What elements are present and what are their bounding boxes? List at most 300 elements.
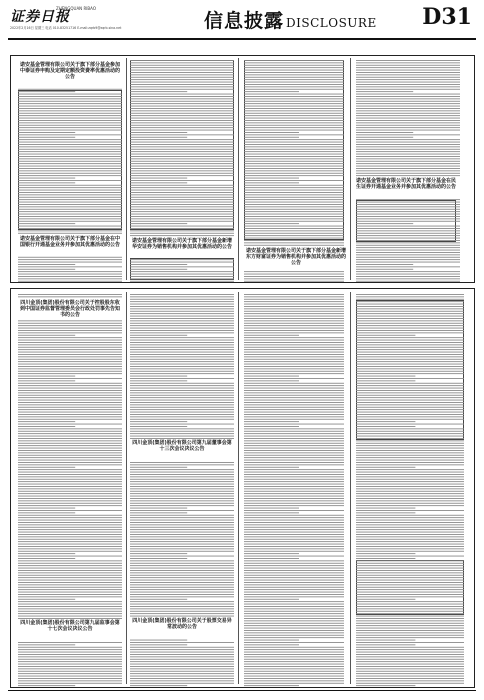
text-line — [18, 419, 122, 420]
text-line — [356, 130, 460, 131]
text-line — [244, 77, 344, 78]
text-line — [130, 503, 234, 504]
text-line — [130, 572, 234, 573]
text-line — [356, 476, 464, 477]
text-line — [356, 608, 464, 609]
text-line — [356, 479, 464, 480]
text-line — [130, 436, 234, 437]
text-line — [356, 77, 460, 78]
issue-meta: 2022年2月16日 星期三 电话 010-83251716 E-mail:zqrb9@zqrb.sina.net — [10, 26, 122, 30]
text-line — [130, 197, 234, 198]
text-line — [356, 230, 460, 231]
text-line — [18, 541, 122, 542]
text-line — [244, 70, 344, 71]
text-line — [130, 82, 234, 83]
text-line — [18, 325, 122, 326]
text-line — [18, 137, 75, 138]
text-line — [130, 325, 234, 326]
text-line — [244, 323, 344, 324]
text-line — [18, 223, 75, 224]
text-line — [18, 517, 122, 518]
text-line — [356, 556, 464, 557]
text-line — [130, 536, 234, 537]
text-line — [356, 596, 464, 597]
text-line — [18, 349, 122, 350]
text-line — [244, 182, 299, 183]
text-line — [18, 385, 122, 386]
text-line — [356, 467, 415, 468]
text-line — [244, 611, 344, 612]
text-line — [244, 192, 344, 193]
text-line — [130, 580, 234, 581]
text-line — [18, 347, 122, 348]
text-line — [244, 373, 344, 374]
text-line — [130, 175, 234, 176]
text-line — [244, 472, 344, 473]
text-line — [18, 534, 122, 535]
text-line — [356, 108, 460, 109]
text-line — [356, 512, 415, 513]
text-line — [244, 661, 344, 662]
text-line — [244, 173, 344, 174]
text-line — [356, 455, 464, 456]
text-line — [356, 498, 464, 499]
text-line — [356, 616, 464, 617]
text-line — [244, 479, 344, 480]
text-line — [130, 553, 187, 554]
text-line — [130, 565, 234, 566]
text-line — [18, 491, 122, 492]
text-line — [130, 118, 234, 119]
text-line — [244, 245, 344, 246]
text-line — [130, 318, 234, 319]
text-line — [18, 558, 75, 559]
text-line — [18, 276, 122, 277]
text-line — [18, 204, 122, 205]
text-line — [130, 264, 187, 265]
text-line — [130, 211, 234, 212]
text-line — [356, 221, 460, 222]
text-line — [356, 474, 464, 475]
text-line — [356, 637, 464, 638]
text-line — [356, 654, 464, 655]
text-line — [356, 416, 464, 417]
text-line — [130, 202, 234, 203]
text-line — [356, 113, 460, 114]
text-line — [244, 596, 344, 597]
text-line — [18, 560, 122, 561]
text-line — [18, 113, 122, 114]
text-line — [356, 632, 464, 633]
text-line — [356, 127, 460, 128]
text-line — [18, 604, 122, 605]
text-line — [356, 404, 464, 405]
text-line — [244, 349, 344, 350]
text-line — [18, 194, 122, 195]
text-line — [244, 467, 299, 468]
text-line — [356, 661, 464, 662]
text-line — [130, 144, 234, 145]
text-line — [18, 647, 122, 648]
text-line — [18, 409, 122, 410]
text-line — [356, 524, 464, 525]
text-line — [130, 271, 234, 272]
text-line — [356, 250, 460, 251]
text-line — [18, 269, 75, 270]
text-line — [244, 652, 344, 653]
text-line — [18, 402, 122, 403]
text-line — [244, 592, 344, 593]
text-line — [130, 342, 234, 343]
text-line — [18, 450, 122, 451]
text-line — [244, 654, 344, 655]
text-line — [356, 582, 464, 583]
text-line — [18, 575, 122, 576]
text-line — [356, 517, 464, 518]
text-line — [356, 558, 415, 559]
text-line — [18, 589, 122, 590]
text-line — [356, 664, 464, 665]
text-line — [244, 214, 344, 215]
text-line — [244, 558, 299, 559]
text-line — [130, 316, 234, 317]
text-line — [244, 491, 344, 492]
text-line — [356, 397, 464, 398]
text-line — [356, 74, 460, 75]
text-line — [244, 366, 344, 367]
text-line — [18, 168, 122, 169]
text-line — [18, 127, 122, 128]
text-line — [130, 496, 234, 497]
text-line — [244, 395, 344, 396]
text-line — [244, 134, 344, 135]
text-line — [244, 469, 344, 470]
text-line — [18, 556, 122, 557]
notice-title-6: 四川金顶(集团)股份有限公司关于控股股东收到中国证券监督管理委员会行政处罚事先告知书的公告 — [19, 300, 120, 318]
text-line — [244, 130, 344, 131]
text-line — [356, 666, 464, 667]
text-line — [244, 308, 344, 309]
text-line — [18, 388, 122, 389]
text-line — [244, 608, 344, 609]
text-line — [18, 580, 122, 581]
text-line — [356, 539, 464, 540]
text-line — [244, 685, 299, 686]
text-line — [356, 264, 413, 265]
text-line — [130, 616, 234, 617]
text-line — [244, 139, 344, 140]
text-line — [356, 371, 464, 372]
text-line — [18, 378, 122, 379]
text-line — [356, 522, 464, 523]
text-line — [356, 340, 464, 341]
text-line — [244, 240, 344, 241]
text-line — [130, 599, 187, 600]
text-line — [356, 271, 460, 272]
text-line — [130, 72, 234, 73]
text-line — [130, 168, 234, 169]
text-line — [244, 424, 344, 425]
text-line — [356, 294, 464, 295]
text-line — [244, 335, 299, 336]
text-line — [18, 342, 122, 343]
text-line — [244, 328, 344, 329]
text-line — [18, 613, 122, 614]
text-line — [18, 553, 75, 554]
text-line — [130, 313, 234, 314]
text-line — [356, 613, 464, 614]
text-line — [244, 455, 344, 456]
text-line — [130, 371, 234, 372]
text-line — [130, 84, 234, 85]
text-line — [130, 683, 234, 684]
text-line — [18, 460, 122, 461]
text-line — [130, 142, 234, 143]
text-line — [18, 230, 122, 231]
text-line — [356, 306, 464, 307]
text-line — [356, 233, 460, 234]
text-line — [130, 170, 234, 171]
text-line — [356, 529, 464, 530]
text-line — [356, 168, 460, 169]
text-line — [130, 226, 234, 227]
text-line — [356, 269, 413, 270]
text-line — [244, 462, 344, 463]
text-line — [356, 65, 460, 66]
text-line — [356, 60, 460, 61]
text-line — [244, 580, 344, 581]
text-line — [244, 356, 344, 357]
text-line — [130, 274, 234, 275]
text-line — [356, 173, 460, 174]
text-line — [244, 630, 344, 631]
text-line — [130, 74, 234, 75]
text-line — [130, 421, 187, 422]
text-line — [244, 313, 344, 314]
text-line — [244, 522, 344, 523]
text-line — [18, 118, 122, 119]
text-line — [130, 575, 234, 576]
text-line — [130, 520, 234, 521]
text-line — [130, 216, 234, 217]
text-line — [130, 230, 234, 231]
text-line — [356, 438, 464, 439]
text-line — [244, 616, 344, 617]
text-line — [356, 332, 464, 333]
text-line — [356, 484, 464, 485]
text-line — [18, 436, 122, 437]
text-line — [356, 323, 464, 324]
text-line — [244, 60, 344, 61]
text-line — [18, 108, 122, 109]
text-line — [130, 340, 234, 341]
text-line — [356, 304, 464, 305]
text-line — [244, 301, 344, 302]
text-line — [244, 498, 344, 499]
text-line — [18, 479, 122, 480]
text-line — [130, 306, 234, 307]
text-line — [356, 98, 460, 99]
text-line — [18, 457, 122, 458]
text-line — [356, 226, 460, 227]
text-line — [244, 397, 344, 398]
text-line — [356, 580, 464, 581]
text-line — [356, 149, 460, 150]
notice-title-3: 诺安基金管理有限公司关于旗下部分基金新增华安证券为销售机构并参加其优惠活动的公告 — [131, 238, 232, 250]
text-line — [18, 476, 122, 477]
text-line — [356, 218, 460, 219]
text-line — [356, 488, 464, 489]
text-line — [244, 149, 344, 150]
text-line — [244, 154, 344, 155]
text-line — [356, 644, 415, 645]
text-line — [18, 587, 122, 588]
text-line — [130, 661, 234, 662]
text-line — [130, 110, 234, 111]
text-line — [244, 274, 344, 275]
text-line — [356, 254, 460, 255]
text-line — [244, 582, 344, 583]
text-line — [356, 536, 464, 537]
text-line — [130, 221, 234, 222]
text-line — [244, 551, 344, 552]
text-line — [130, 276, 234, 277]
text-line — [356, 122, 460, 123]
text-line — [18, 149, 122, 150]
text-line — [356, 86, 460, 87]
text-line — [356, 500, 464, 501]
text-line — [244, 673, 344, 674]
text-line — [18, 676, 122, 677]
text-line — [130, 378, 234, 379]
text-line — [18, 397, 122, 398]
text-line — [130, 308, 234, 309]
text-line — [356, 238, 460, 239]
text-line — [18, 352, 122, 353]
text-line — [18, 103, 122, 104]
text-line — [130, 512, 187, 513]
text-line — [244, 647, 344, 648]
text-line — [244, 170, 344, 171]
text-line — [18, 467, 75, 468]
text-line — [356, 481, 464, 482]
text-line — [18, 666, 122, 667]
text-line — [356, 364, 464, 365]
text-line — [356, 82, 460, 83]
text-line — [356, 620, 464, 621]
text-line — [244, 278, 344, 279]
text-line — [244, 476, 344, 477]
text-line — [130, 86, 234, 87]
text-line — [244, 412, 344, 413]
text-line — [356, 313, 464, 314]
text-line — [244, 306, 344, 307]
text-line — [244, 546, 344, 547]
text-line — [130, 390, 234, 391]
text-line — [356, 163, 460, 164]
text-line — [130, 101, 234, 102]
text-line — [130, 666, 234, 667]
text-line — [18, 654, 122, 655]
text-line — [244, 529, 344, 530]
text-line — [356, 421, 415, 422]
text-line — [18, 421, 75, 422]
text-line — [244, 122, 344, 123]
text-line — [356, 204, 460, 205]
text-line — [244, 584, 344, 585]
text-line — [356, 368, 464, 369]
text-line — [130, 668, 234, 669]
text-line — [130, 296, 234, 297]
text-line — [244, 281, 344, 282]
text-line — [18, 125, 122, 126]
text-line — [18, 544, 122, 545]
text-line — [18, 178, 75, 179]
text-line — [356, 247, 460, 248]
text-line — [130, 94, 234, 95]
text-line — [130, 180, 234, 181]
text-line — [130, 269, 187, 270]
text-line — [130, 154, 234, 155]
text-line — [356, 673, 464, 674]
text-line — [130, 433, 234, 434]
text-line — [356, 118, 460, 119]
text-line — [244, 527, 344, 528]
text-line — [18, 548, 122, 549]
text-line — [18, 156, 122, 157]
text-line — [244, 493, 344, 494]
text-line — [130, 592, 234, 593]
text-line — [244, 407, 344, 408]
text-line — [18, 89, 122, 90]
text-line — [18, 296, 122, 297]
text-line — [130, 647, 234, 648]
text-line — [244, 211, 344, 212]
text-line — [130, 560, 234, 561]
text-line — [244, 197, 344, 198]
text-line — [356, 407, 464, 408]
text-line — [130, 678, 234, 679]
text-line — [356, 563, 464, 564]
text-line — [130, 476, 234, 477]
text-line — [244, 206, 344, 207]
text-line — [244, 481, 344, 482]
text-line — [244, 460, 344, 461]
text-line — [130, 166, 234, 167]
text-line — [18, 601, 122, 602]
text-line — [130, 498, 234, 499]
text-line — [356, 103, 460, 104]
text-line — [356, 166, 460, 167]
text-line — [356, 505, 464, 506]
text-line — [130, 438, 234, 439]
text-line — [356, 134, 460, 135]
text-line — [356, 325, 464, 326]
text-line — [130, 532, 234, 533]
text-line — [244, 450, 344, 451]
notice-title-8: 四川金顶(集团)股份有限公司关于股票交易异常波动的公告 — [132, 618, 232, 630]
text-line — [130, 122, 234, 123]
text-line — [18, 337, 122, 338]
text-line — [18, 376, 75, 377]
text-line — [130, 366, 234, 367]
text-line — [244, 428, 344, 429]
text-line — [356, 532, 464, 533]
text-line — [18, 206, 122, 207]
text-line — [356, 154, 460, 155]
text-line — [356, 460, 464, 461]
text-line — [244, 142, 344, 143]
